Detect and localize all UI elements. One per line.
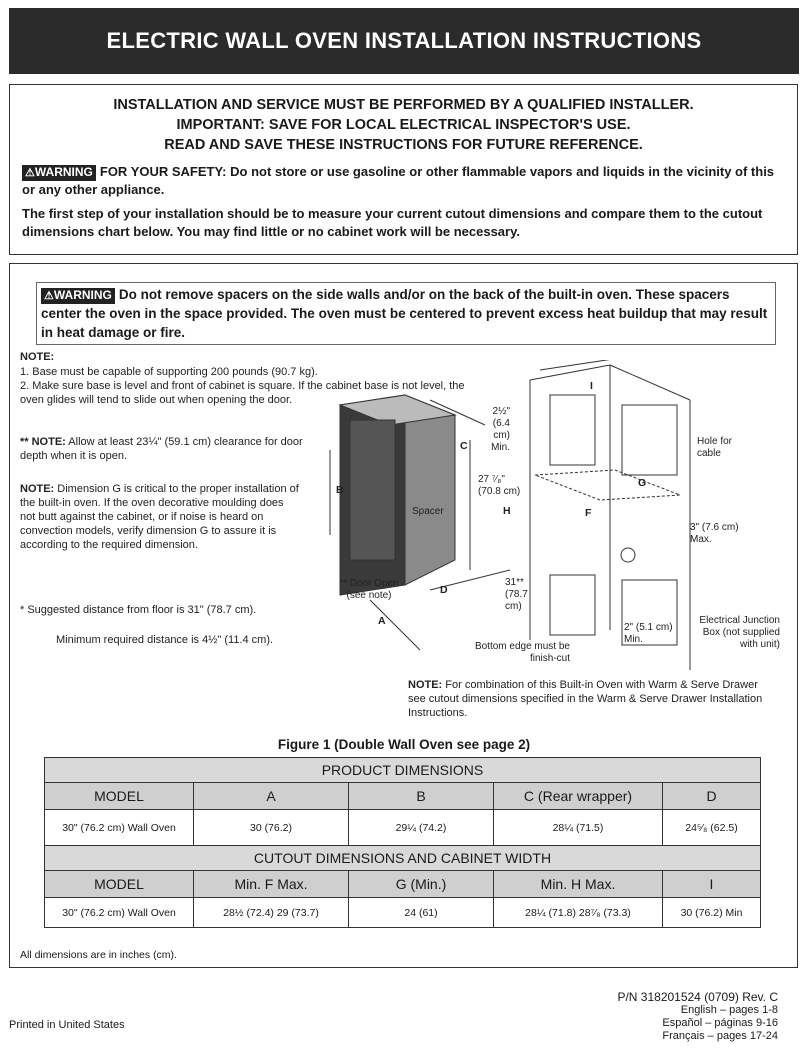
first-step-paragraph: The first step of your installation should be to measure your current cutout dimensions and compare them to the cutout dimensions chart below. You may find little or no cabinet work will be necessary. <box>22 206 763 239</box>
table-cell: 24⁵⁄₈ (62.5) <box>663 810 761 846</box>
table-header: MODEL <box>45 783 194 810</box>
label-g: G <box>638 477 647 489</box>
label-f: F <box>585 507 592 519</box>
inspector-line: IMPORTANT: SAVE FOR LOCAL ELECTRICAL INSPECTOR'S USE. <box>176 117 631 133</box>
suggested-distance: * Suggested distance from floor is 31" (78.7 cm). <box>20 604 257 616</box>
document-title: ELECTRIC WALL OVEN INSTALLATION INSTRUCTIONS <box>9 8 799 74</box>
note-1: 1. Base must be capable of supporting 200 pounds (90.7 kg). <box>20 366 318 378</box>
upper-cabinet-door-right <box>622 405 677 475</box>
english-pages: English – pages 1-8 <box>680 1004 778 1016</box>
label-c: C <box>460 440 468 452</box>
dimension-g-note: NOTE: Dimension G is critical to the proper installation of the built-in oven. If the oven decorative moulding does not butt against the cabinet, or if noise is heard on convection models, verify dimension G to assure it is according to the required dimension. <box>20 483 299 551</box>
table-header: Min. F Max. <box>194 871 349 898</box>
oven-side <box>405 395 455 585</box>
product-table-title: PRODUCT DIMENSIONS <box>45 758 761 783</box>
label-b: B <box>336 484 344 496</box>
dim-2-label: 2" (5.1 cm) Min. <box>624 622 673 645</box>
footer-part-number <box>617 991 778 1043</box>
label-a: A <box>378 615 386 627</box>
warning-triangle-icon: ⚠ <box>44 290 54 302</box>
warm-serve-note: NOTE: For combination of this Built-in Oven with Warm & Serve Drawer see cutout dimensions specified in the Warm & Serve Drawer Installation Instructions. <box>408 679 763 719</box>
table-cell: 30" (76.2 cm) Wall Oven <box>45 898 194 928</box>
dim-27-label: 27 ⁷⁄₈" (70.8 cm) <box>478 474 521 497</box>
table-header: MODEL <box>45 871 194 898</box>
table-cell: 29¼ (74.2) <box>349 810 494 846</box>
oven-window <box>350 420 395 560</box>
cutout-table-title: CUTOUT DIMENSIONS AND CABINET WIDTH <box>45 846 761 871</box>
french-pages: Français – pages 17-24 <box>662 1030 778 1042</box>
table-header: A <box>194 783 349 810</box>
safety-box <box>9 84 798 255</box>
upper-cabinet-door <box>550 395 595 465</box>
door-open-label: ** Door Open (see note) <box>339 578 399 601</box>
dimensions-footnote: All dimensions are in inches (cm). <box>20 949 177 961</box>
lower-cabinet-door <box>550 575 595 635</box>
dim-2half-label: 2½" (6.4 cm) Min. <box>491 406 510 453</box>
figure-caption: Figure 1 (Double Wall Oven see page 2) <box>277 737 531 752</box>
note-2: 2. Make sure base is level and front of cabinet is square. If the cabinet base is not level, the oven glides will tend to slide out when opening the door. <box>20 380 465 406</box>
table-header: I <box>663 871 761 898</box>
dim-3-label: 3" (7.6 cm) Max. <box>690 522 739 545</box>
spanish-pages: Español – páginas 9-16 <box>662 1017 778 1029</box>
label-i: I <box>590 380 593 392</box>
table-header: G (Min.) <box>349 871 494 898</box>
table-cell: 28¼ (71.5) <box>494 810 663 846</box>
minimum-distance: Minimum required distance is 4½" (11.4 cm). <box>56 634 274 646</box>
junction-box-label: Electrical Junction Box (not supplied with unit) <box>699 615 780 650</box>
note-title: NOTE: <box>20 351 55 363</box>
table-cell: 30" (76.2 cm) Wall Oven <box>45 810 194 846</box>
spacer-label: Spacer <box>412 506 444 517</box>
label-h: H <box>503 505 511 517</box>
hole-label: Hole for cable <box>697 436 733 459</box>
warning-badge: ⚠WARNING <box>41 288 115 304</box>
dim-31-label: 31** (78.7 cm) <box>505 577 528 612</box>
bottom-edge-label: Bottom edge must be finish-cut <box>474 641 570 664</box>
qualified-installer-line: INSTALLATION AND SERVICE MUST BE PERFORMED BY A QUALIFIED INSTALLER. <box>113 97 694 113</box>
table-header: C (Rear wrapper) <box>494 783 663 810</box>
table-cell: 24 (61) <box>349 898 494 928</box>
table-cell: 28¼ (71.8) 28⁷⁄₈ (73.3) <box>494 898 663 928</box>
table-cell: 30 (76.2) <box>194 810 349 846</box>
warning-badge: ⚠WARNING <box>22 165 96 181</box>
part-number: P/N 318201524 (0709) Rev. C <box>617 990 778 1004</box>
warning-triangle-icon: ⚠ <box>25 167 35 179</box>
table-header: B <box>349 783 494 810</box>
spacer-warning: ⚠WARNING Do not remove spacers on the side walls and/or on the back of the built-in oven. These spacers center the oven in the space provided. The oven must be centered to prevent excess heat buildup that may result in heat damage or fire. <box>36 282 776 345</box>
junction-box-icon <box>621 548 635 562</box>
table-header: D <box>663 783 761 810</box>
table-cell: 28½ (72.4) 29 (73.7) <box>194 898 349 928</box>
door-depth-note: ** NOTE: Allow at least 23¼" (59.1 cm) clearance for door depth when it is open. <box>20 436 303 462</box>
table-header: Min. H Max. <box>494 871 663 898</box>
safety-paragraph: ⚠WARNING FOR YOUR SAFETY: Do not store or use gasoline or other flammable vapors and liquids in the vicinity of this or any other appliance. <box>22 164 775 197</box>
product-dimensions-table <box>44 757 761 928</box>
save-instructions-line: READ AND SAVE THESE INSTRUCTIONS FOR FUTURE REFERENCE. <box>164 137 643 153</box>
label-d: D <box>440 584 448 596</box>
table-cell: 30 (76.2) Min <box>663 898 761 928</box>
printed-in: Printed in United States <box>9 1019 125 1031</box>
